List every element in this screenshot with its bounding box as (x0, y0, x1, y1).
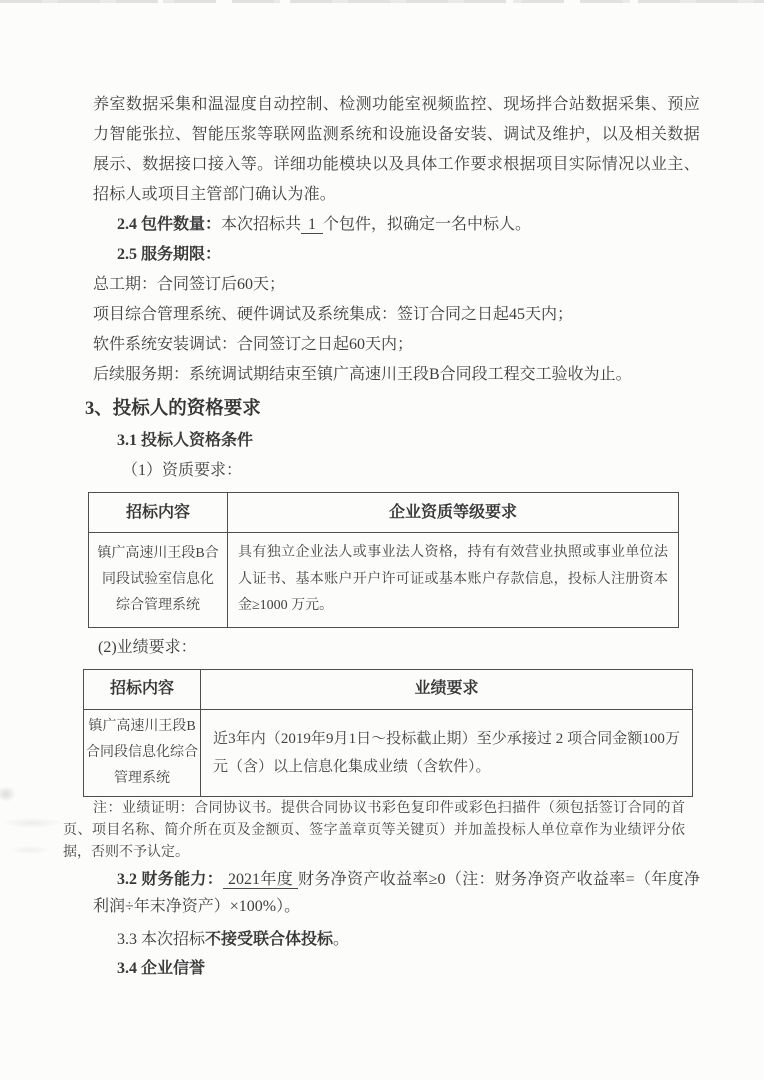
section-2-4 (93, 210, 700, 240)
qualification-table-header-row (89, 493, 679, 533)
section-3-2-text-after: 财务净资产收益率≥0（注：财务净资产收益率=（年度净利润÷年末净资产）×100%）。 (93, 870, 700, 915)
section-2-5 (93, 240, 700, 270)
section-3-heading: 3、投标人的资格要求 (85, 399, 261, 419)
scan-edge-artifact (0, 0, 764, 3)
qualification-table-cell-content: 镇广高速川王段B合同段试验室信息化综合管理系统 (89, 533, 228, 628)
section-3-1-heading (93, 426, 700, 456)
section-2-5-label: 2.5 服务期限： (117, 246, 222, 263)
section-3-4-label: 3.4 企业信誉 (117, 959, 206, 977)
section-3-2-label: 3.2 财务能力： (117, 870, 224, 888)
package-count-underlined: 1 (301, 216, 323, 234)
qualification-table-header-requirement: 企业资质等级要求 (228, 493, 679, 533)
service-term-line: 后续服务期：系统调试期结束至镇广高速川王段B合同段工程交工验收为止。 (93, 366, 632, 383)
qualification-table (88, 492, 679, 628)
qualification-table-cell-requirement: 具有独立企业法人或事业法人资格，持有有效营业执照或事业单位法人证书、基本账户开户许可证或基本账户存款信息，投标人注册资本金≥1000 万元。 (228, 533, 679, 628)
performance-sub-heading: (2)业绩要求： (98, 638, 197, 656)
performance-table-header-requirement: 业绩要求 (201, 669, 693, 709)
performance-table-row (84, 709, 693, 796)
section-3-4-heading (93, 955, 700, 983)
service-term-line: 总工期：合同签订后60天； (93, 276, 286, 293)
section-2-4-label: 2.4 包件数量： (117, 216, 222, 233)
scan-smudge-artifact (10, 846, 50, 854)
qualification-table-row (89, 533, 679, 628)
intro-paragraph: 养室数据采集和温湿度自动控制、检测功能室视频监控、现场拌合站数据采集、预应力智能张拉、智能压浆等联网监测系统和设施设备安装、调试及维护，以及相关数据展示、数据接口接入等。详细功能模块以及具体工作要求根据项目实际情况以业主、招标人或项目主管部门确认为准。 (93, 96, 700, 203)
section-3-3-text-before: 3.3 本次招标 (117, 930, 206, 948)
qualification-table-header-content: 招标内容 (89, 493, 228, 533)
section-3-1-label: 3.1 投标人资格条件 (117, 432, 254, 449)
performance-table-cell-content: 镇广高速川王段B合同段信息化综合管理系统 (84, 709, 201, 796)
section-3-3-text-after: 。 (333, 930, 350, 948)
performance-note: 注：业绩证明：合同协议书。提供合同协议书彩色复印件或彩色扫描件（须包括签订合同的首页、项目名称、简介所在页及金额页、签字盖章页等关键页）并加盖投标人单位章作为业绩评分依据，否则不予认定。 (63, 800, 685, 860)
fiscal-year-underlined: 2021年度 (223, 871, 298, 889)
performance-table-header-content: 招标内容 (84, 669, 201, 709)
scan-smudge-artifact (0, 786, 16, 802)
performance-table-header-row (84, 669, 693, 709)
performance-table (83, 669, 693, 797)
section-2-4-text-after: 个包件，拟确定一名中标人。 (323, 216, 532, 233)
section-3-3-bold-text: 不接受联合体投标 (205, 930, 334, 948)
section-3-3 (93, 925, 700, 955)
document-content (63, 90, 700, 983)
qualification-sub-heading: （1）资质要求： (122, 462, 243, 479)
service-term-line: 项目综合管理系统、硬件调试及系统集成：签订合同之日起45天内； (93, 306, 574, 323)
section-2-4-text-before: 本次招标共 (221, 216, 302, 233)
section-3-2 (93, 866, 700, 921)
service-term-line: 软件系统安装调试：合同签订之日起60天内； (93, 336, 414, 353)
performance-table-cell-requirement: 近3年内（2019年9月1日～投标截止期）至少承接过 2 项合同金额100万元（含）以上信息化集成业绩（含软件）。 (201, 709, 693, 796)
scan-smudge-artifact (2, 818, 62, 828)
